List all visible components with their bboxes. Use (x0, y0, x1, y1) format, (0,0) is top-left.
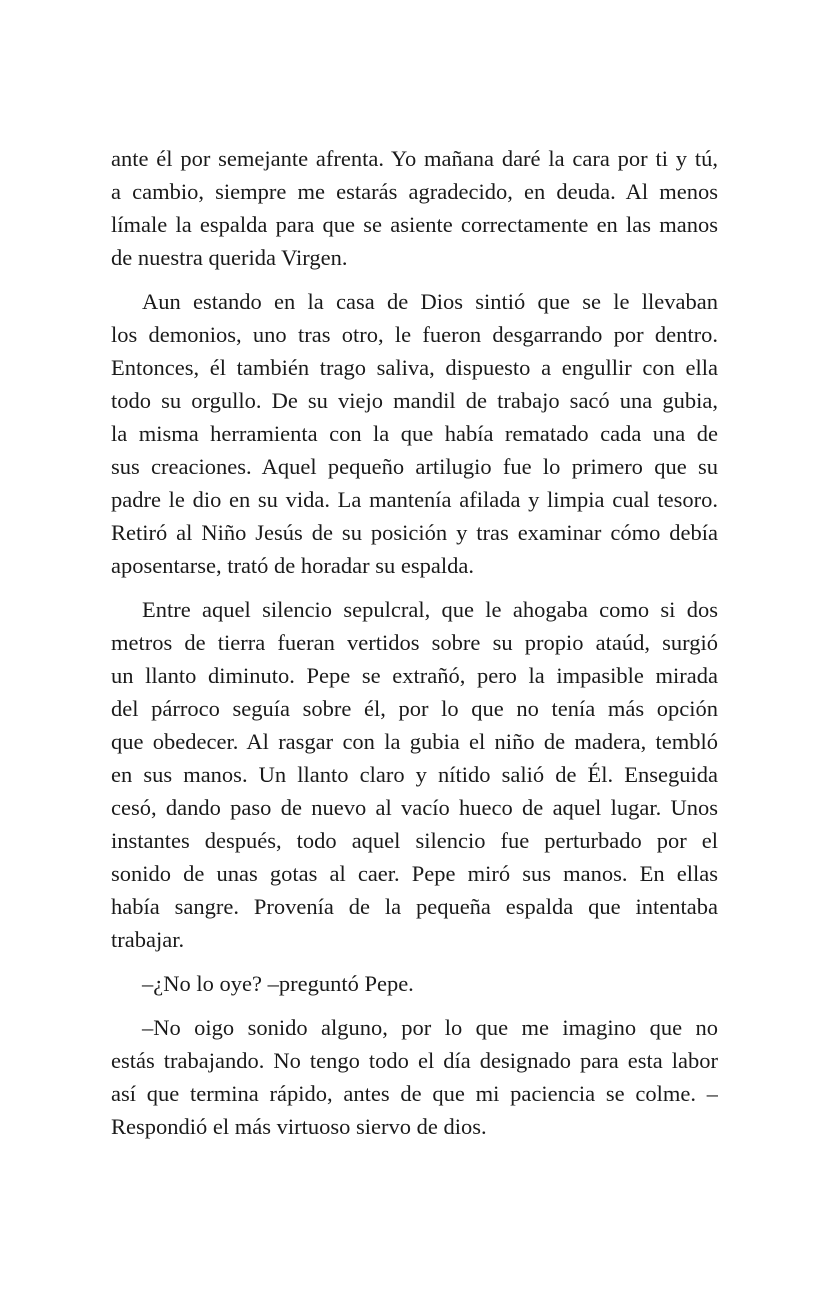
text-line: la misma herramienta con la que había rematado cada una de (111, 421, 718, 446)
text-line: cesó, dando paso de nuevo al vacío hueco de aquel lugar. Unos (111, 795, 718, 820)
text-line: Aun estando en la casa de Dios sintió que se le llevaban (142, 289, 718, 314)
text-line: sonido de unas gotas al caer. Pepe miró sus manos. En ellas (111, 861, 718, 886)
text-line: así que termina rápido, antes de que mi paciencia se colme. – (111, 1081, 718, 1106)
text-line: de nuestra querida Virgen. (111, 245, 348, 270)
text-line: que obedecer. Al rasgar con la gubia el niño de madera, tembló (111, 729, 718, 754)
text-line: en sus manos. Un llanto claro y nítido salió de Él. Enseguida (111, 762, 718, 787)
text-line: los demonios, uno tras otro, le fueron desgarrando por dentro. (111, 322, 718, 347)
text-line: sus creaciones. Aquel pequeño artilugio fue lo primero que su (111, 454, 718, 479)
paragraph-3 (111, 593, 718, 956)
text-line: ante él por semejante afrenta. Yo mañana daré la cara por ti y tú, (111, 146, 718, 171)
paragraph-5 (111, 1011, 718, 1143)
text-line: a cambio, siempre me estarás agradecido, en deuda. Al menos (111, 179, 718, 204)
text-line: estás trabajando. No tengo todo el día designado para esta labor (111, 1048, 718, 1073)
text-line: aposentarse, trató de horadar su espalda. (111, 553, 474, 578)
text-line: Respondió el más virtuoso siervo de dios. (111, 1114, 487, 1139)
book-page (111, 142, 718, 1154)
paragraph-1 (111, 142, 718, 274)
text-line: –No oigo sonido alguno, por lo que me imagino que no (142, 1015, 718, 1040)
text-line: del párroco seguía sobre él, por lo que no tenía más opción (111, 696, 718, 721)
text-line: –¿No lo oye? –preguntó Pepe. (142, 971, 414, 996)
text-line: metros de tierra fueran vertidos sobre su propio ataúd, surgió (111, 630, 718, 655)
text-line: había sangre. Provenía de la pequeña espalda que intentaba (111, 894, 718, 919)
paragraph-2 (111, 285, 718, 582)
text-line: Entre aquel silencio sepulcral, que le ahogaba como si dos (142, 597, 718, 622)
text-line: Entonces, él también trago saliva, dispuesto a engullir con ella (111, 355, 718, 380)
text-line: Retiró al Niño Jesús de su posición y tras examinar cómo debía (111, 520, 718, 545)
paragraph-4 (111, 967, 718, 1000)
text-line: todo su orgullo. De su viejo mandil de trabajo sacó una gubia, (111, 388, 718, 413)
text-line: instantes después, todo aquel silencio fue perturbado por el (111, 828, 718, 853)
text-line: padre le dio en su vida. La mantenía afilada y limpia cual tesoro. (111, 487, 718, 512)
text-line: un llanto diminuto. Pepe se extrañó, pero la impasible mirada (111, 663, 718, 688)
text-line: trabajar. (111, 927, 185, 952)
text-line: límale la espalda para que se asiente correctamente en las manos (111, 212, 718, 237)
